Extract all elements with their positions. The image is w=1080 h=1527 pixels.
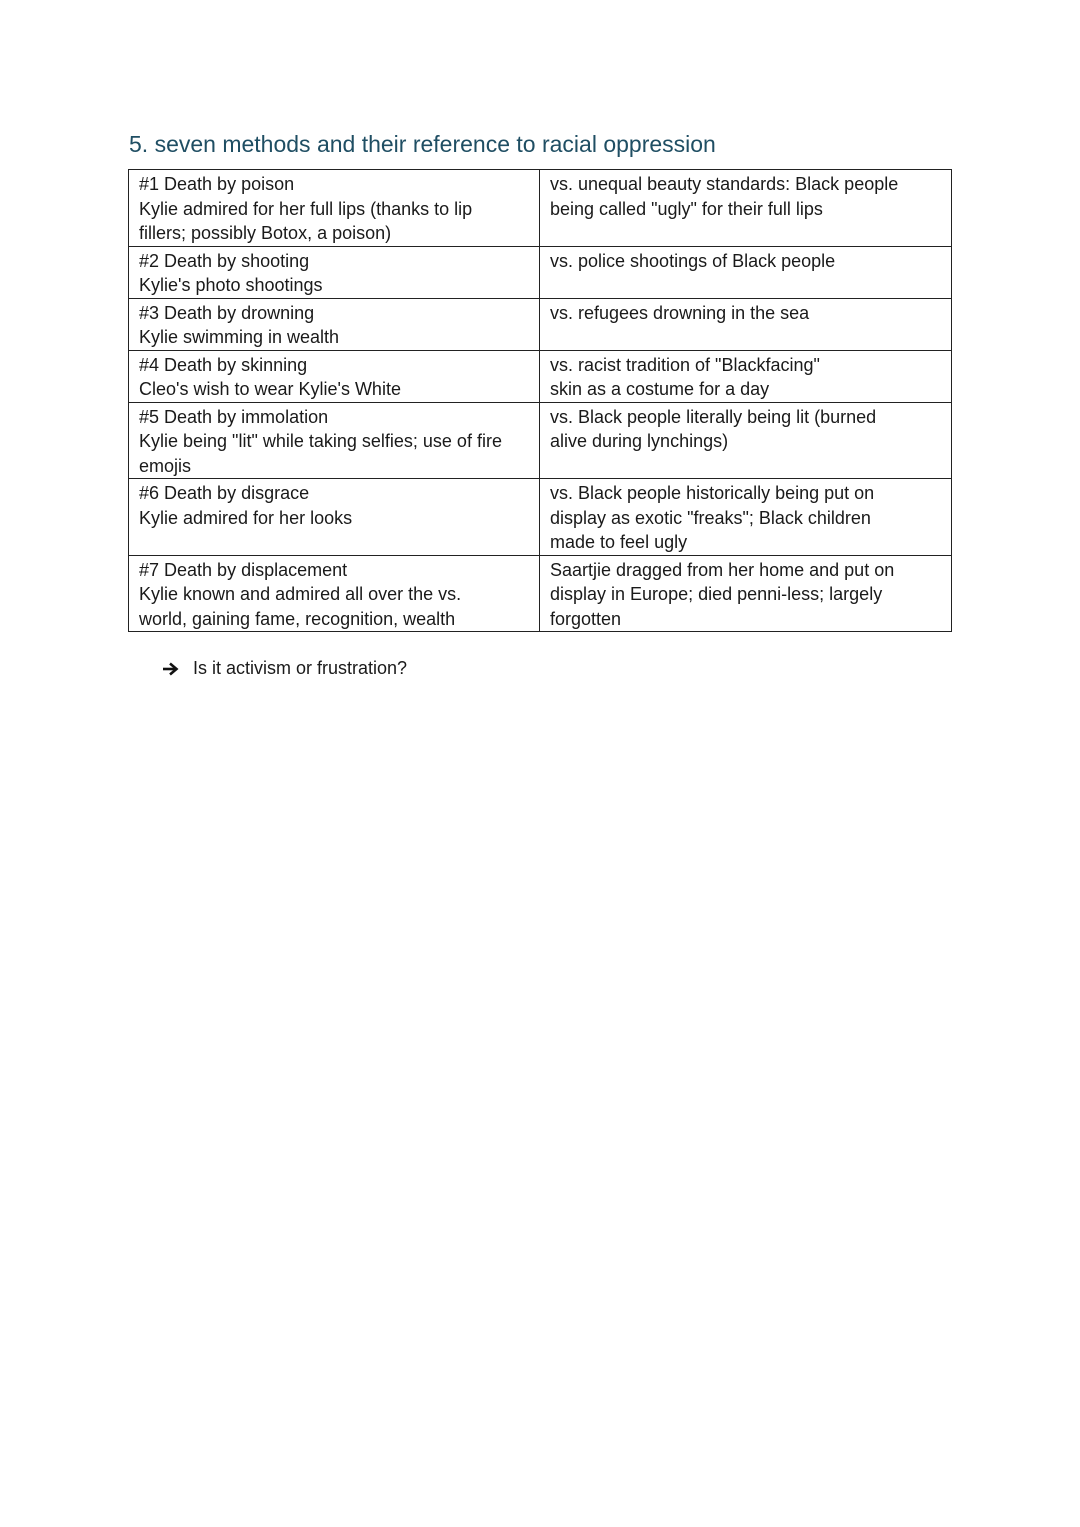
cell-line: made to feel ugly	[550, 532, 688, 552]
cell-line: world, gaining fame, recognition, wealth	[139, 608, 456, 629]
reference-cell	[540, 350, 952, 402]
table-row	[129, 298, 952, 350]
table-row	[129, 246, 952, 298]
cell-line: #4 Death by skinning	[139, 354, 308, 375]
cell-line: skin as a costume for a day	[550, 379, 770, 399]
section-heading: 5. seven methods and their reference to racial oppression	[129, 131, 716, 157]
cell-line: forgotten	[550, 608, 622, 629]
method-cell	[129, 298, 540, 350]
cell-line: emojis	[139, 455, 192, 476]
table-row	[129, 479, 952, 556]
cell-line: vs. racist tradition of "Blackfacing"	[550, 354, 820, 375]
cell-line: alive during lynchings)	[550, 431, 729, 451]
cell-line: Cleo's wish to wear Kylie's White	[139, 379, 401, 399]
method-cell	[129, 479, 540, 556]
table-row	[129, 555, 952, 632]
table-row	[129, 350, 952, 402]
method-cell	[129, 555, 540, 632]
cell-line: vs. Black people literally being lit (burned	[550, 406, 877, 427]
cell-line: #6 Death by disgrace	[139, 483, 310, 503]
table-row	[129, 402, 952, 479]
reference-cell	[540, 402, 952, 479]
cell-line: Kylie swimming in wealth	[139, 327, 340, 347]
bullet-text: Is it activism or frustration?	[193, 658, 408, 678]
bullet-point	[162, 656, 407, 680]
reference-cell	[540, 170, 952, 247]
cell-line: Kylie admired for her looks	[139, 507, 353, 528]
cell-line: display as exotic "freaks"; Black children	[550, 507, 871, 528]
method-cell	[129, 170, 540, 247]
cell-line: #1 Death by poison	[139, 174, 295, 194]
cell-line: fillers; possibly Botox, a poison)	[139, 223, 392, 243]
cell-line: vs. refugees drowning in the sea	[550, 302, 810, 323]
reference-cell	[540, 298, 952, 350]
cell-line: Kylie known and admired all over the vs.	[139, 584, 462, 604]
method-cell	[129, 402, 540, 479]
cell-line: being called "ugly" for their full lips	[550, 198, 823, 219]
arrow-right-icon	[162, 662, 184, 676]
cell-line: vs. unequal beauty standards: Black people	[550, 174, 899, 194]
reference-cell	[540, 555, 952, 632]
method-cell	[129, 350, 540, 402]
cell-line: vs. Black people historically being put on	[550, 483, 875, 503]
cell-line: vs. police shootings of Black people	[550, 250, 836, 271]
cell-line: Saartjie dragged from her home and put on	[550, 559, 895, 580]
cell-line: #3 Death by drowning	[139, 302, 315, 323]
cell-line: Kylie being "lit" while taking selfies; use of fire	[139, 431, 502, 451]
reference-cell	[540, 246, 952, 298]
reference-cell	[540, 479, 952, 556]
methods-table	[128, 169, 952, 632]
table-row	[129, 170, 952, 247]
cell-line: #5 Death by immolation	[139, 406, 329, 427]
cell-line: display in Europe; died penni-less; largely	[550, 584, 883, 604]
cell-line: #7 Death by displacement	[139, 559, 348, 580]
cell-line: Kylie admired for her full lips (thanks to lip	[139, 198, 473, 219]
cell-line: Kylie's photo shootings	[139, 275, 323, 295]
method-cell	[129, 246, 540, 298]
cell-line: #2 Death by shooting	[139, 250, 310, 271]
